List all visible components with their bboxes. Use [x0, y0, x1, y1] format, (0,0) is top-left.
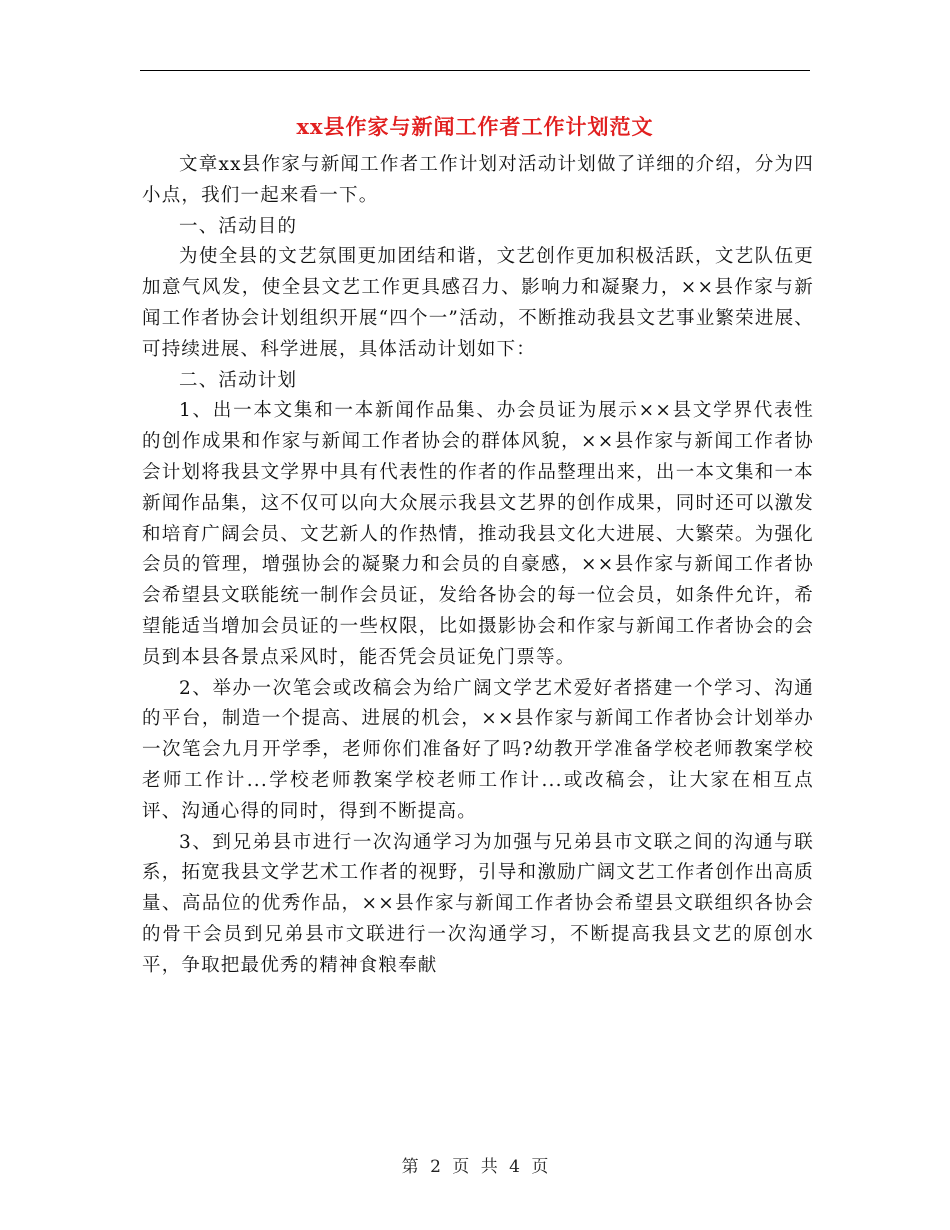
footer-page-prefix: 第 [401, 1157, 419, 1177]
document-body [142, 150, 814, 982]
section-heading-plan: 二、活动计划 [179, 369, 298, 391]
plan-item-3: 3、到兄弟县市进行一次沟通学习为加强与兄弟县市文联之间的沟通与联系，拓宽我县文学艺术工作者的视野，引导和激励广阔文艺工作者创作出高质量、高品位的优秀作品，××县作家与新闻工作者协会希望县文联组织各协会的骨干会员到兄弟县市文联进行一次沟通学习，不断提高我县文艺的原创水平，争取把最优秀的精神食粮奉献 [142, 831, 814, 976]
footer-page-current: 2 [430, 1157, 441, 1177]
document-title: xx县作家与新闻工作者工作计划范文 [296, 114, 654, 139]
plan-item-2: 2、举办一次笔会或改稿会为给广阔文学艺术爱好者搭建一个学习、沟通的平台，制造一个提高、进展的机会，××县作家与新闻工作者协会计划举办一次笔会九月开学季，老师你们准备好了吗?幼教开学准备学校老师教案学校老师工作计...学校老师教案学校老师工作计...或改稿会，让大家在相互点评、沟通心得的同时，得到不断提高。 [142, 677, 814, 822]
plan-item-1: 1、出一本文集和一本新闻作品集、办会员证为展示××县文学界代表性的创作成果和作家与新闻工作者协会的群体风貌，××县作家与新闻工作者协会计划将我县文学界中具有代表性的作者的作品整理出来，出一本文集和一本新闻作品集，这不仅可以向大众展示我县文艺界的创作成果，同时还可以激发和培育广阔会员、文艺新人的作热情，推动我县文化大进展、大繁荣。为强化会员的管理，增强协会的凝聚力和会员的自豪感，××县作家与新闻工作者协会希望县文联能统一制作会员证，发给各协会的每一位会员，如条件允许，希望能适当增加会员证的一些权限，比如摄影协会和作家与新闻工作者协会的会员到本县各景点采风时，能否凭会员证免门票等。 [142, 400, 814, 668]
header-rule [140, 70, 810, 71]
page-footer [0, 1152, 950, 1177]
section-heading-purpose: 一、活动目的 [179, 215, 298, 237]
footer-page-suffix: 页 [531, 1157, 549, 1177]
footer-page-mid: 页 [452, 1157, 470, 1177]
footer-page-total-prefix: 共 [480, 1157, 498, 1177]
intro-paragraph: 文章xx县作家与新闻工作者工作计划对活动计划做了详细的介绍，分为四小点，我们一起来看一下。 [142, 154, 814, 206]
footer-page-total: 4 [509, 1157, 520, 1177]
purpose-paragraph: 为使全县的文艺氛围更加团结和谐，文艺创作更加积极活跃，文艺队伍更加意气风发，使全县文艺工作更具感召力、影响力和凝聚力，××县作家与新闻工作者协会计划组织开展“四个一”活动，不断推动我县文艺事业繁荣进展、可持续进展、科学进展，具体活动计划如下： [142, 246, 814, 360]
